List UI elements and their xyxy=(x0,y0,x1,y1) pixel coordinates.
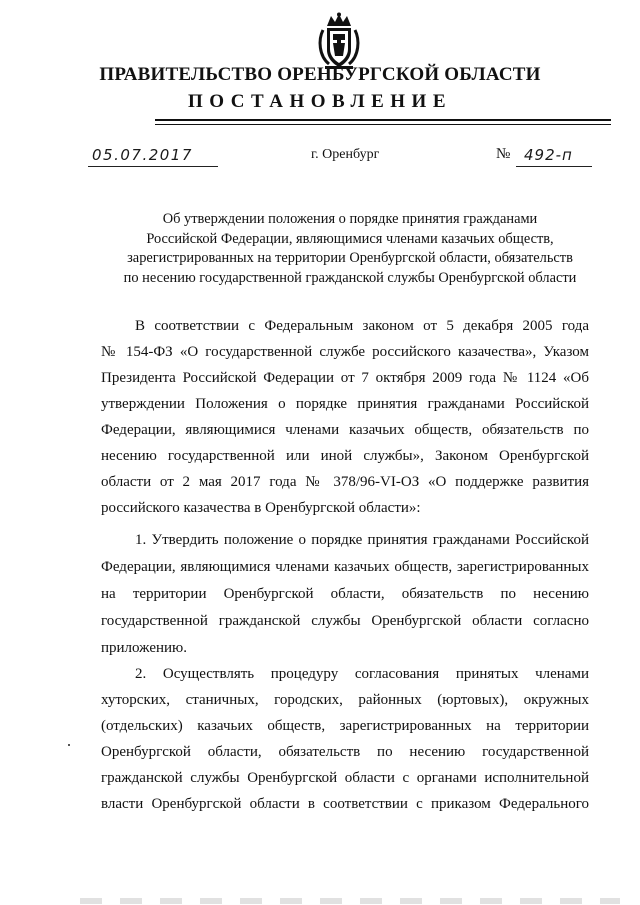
body-line: на территории Оренбургской области, обязательств по несению xyxy=(101,586,589,602)
scan-bleed-through xyxy=(80,898,620,904)
coat-of-arms-icon-graphic xyxy=(317,12,361,70)
body-line: Федерации, являющимися членами казачьих обществ, зарегистрированных xyxy=(101,559,589,575)
body-line: приложению. xyxy=(101,640,188,656)
body-line: 2. Осуществлять процедуру согласования принятых членами xyxy=(135,666,589,682)
body-line: несению государственной или иной службы», Законом Оренбургской xyxy=(101,448,589,464)
body-line: (отдельских) казачьих обществ, зарегистрированных на территории xyxy=(101,718,589,734)
decree-type-title: ПОСТАНОВЛЕНИЕ xyxy=(187,91,453,112)
decree-date-field xyxy=(88,148,218,167)
subject-line: Об утверждении положения о порядке принятия гражданами xyxy=(162,211,538,227)
subject-line: зарегистрированных на территории Оренбургской области, обязательств xyxy=(127,250,573,266)
subject-line: Российской Федерации, являющимися членами казачьих обществ, xyxy=(146,230,554,247)
body-line: хуторских, станичных, городских, районных (юртовых), окружных xyxy=(101,692,589,708)
body-line: Президента Российской Федерации от 7 октября 2009 года № 1124 «Об xyxy=(101,370,589,386)
body-line: области от 2 мая 2017 года № 378/96-VI-ОЗ «О поддержке развития xyxy=(101,474,589,490)
body-line: Оренбургской области, обязательств по несению государственной xyxy=(101,744,589,760)
body-line: Федерации, являющимися членами казачьих обществ, обязательств по xyxy=(101,422,589,438)
decree-number-field xyxy=(516,148,592,167)
body-line: № 154-ФЗ «О государственной службе российского казачества», Указом xyxy=(101,344,589,360)
body-line: власти Оренбургской области в соответствии с приказом Федерального xyxy=(101,796,589,812)
body-line: В соответствии с Федеральным законом от 5 декабря 2005 года xyxy=(135,318,589,334)
coat-of-arms-icon xyxy=(317,12,361,70)
decree-date: 05.07.2017 xyxy=(92,146,193,164)
body-line: российского казачества в Оренбургской области»: xyxy=(101,500,421,516)
body-line: утверждении Положения о порядке принятия гражданами Российской xyxy=(101,396,589,412)
body-line: 1. Утвердить положение о порядке принятия гражданами Российской xyxy=(135,532,589,548)
header-rule-thick xyxy=(155,119,611,121)
body-line: гражданской службы Оренбургской области с органами исполнительной xyxy=(101,770,589,786)
subject-line: по несению государственной гражданской службы Оренбургской области xyxy=(123,269,577,286)
decree-number: 492-п xyxy=(524,146,573,164)
government-title: ПРАВИТЕЛЬСТВО ОРЕНБУРГСКОЙ ОБЛАСТИ xyxy=(99,64,541,85)
city-label: г. Оренбург xyxy=(311,147,380,162)
decree-subject xyxy=(80,210,620,288)
scan-speck xyxy=(68,744,70,746)
number-label: № xyxy=(496,146,511,162)
body-line: государственной гражданской службы Оренбургской области согласно xyxy=(101,613,589,629)
header-rule-thin xyxy=(155,124,611,125)
